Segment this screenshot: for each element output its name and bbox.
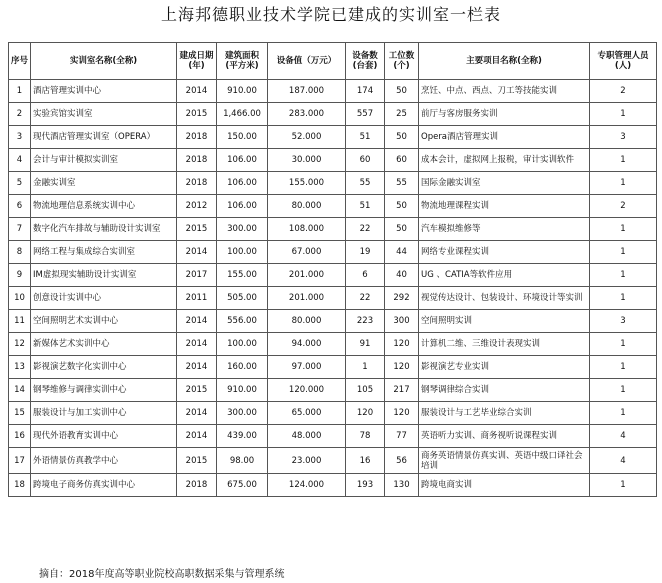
- table-row: [9, 287, 657, 310]
- cell-lab-name: 空间照明艺术实训中心: [31, 310, 177, 333]
- cell-lab-name: 新媒体艺术实训中心: [31, 333, 177, 356]
- cell-main-projects: 物流地理课程实训: [419, 195, 590, 218]
- cell-built-year: 2015: [177, 379, 217, 402]
- cell-equipment-count: 91: [346, 333, 385, 356]
- cell-equipment-value: 187.000: [268, 80, 346, 103]
- cell-equipment-count: 55: [346, 172, 385, 195]
- table-row: [9, 126, 657, 149]
- table-row: [9, 402, 657, 425]
- cell-index: 4: [9, 149, 31, 172]
- cell-lab-name: 外语情景仿真教学中心: [31, 448, 177, 474]
- cell-built-year: 2014: [177, 425, 217, 448]
- cell-equipment-count: 19: [346, 241, 385, 264]
- table-row: [9, 333, 657, 356]
- cell-main-projects: 成本会计，虚拟网上报税，审计实训软件: [419, 149, 590, 172]
- cell-staff: 1: [590, 241, 657, 264]
- cell-workstations: 50: [385, 80, 419, 103]
- cell-staff: 4: [590, 425, 657, 448]
- cell-workstations: 25: [385, 103, 419, 126]
- cell-staff: 2: [590, 195, 657, 218]
- cell-workstations: 50: [385, 126, 419, 149]
- cell-index: 16: [9, 425, 31, 448]
- cell-equipment-value: 94.000: [268, 333, 346, 356]
- cell-equipment-count: 22: [346, 287, 385, 310]
- header-area: 建筑面积(平方米): [217, 43, 268, 80]
- cell-index: 13: [9, 356, 31, 379]
- cell-index: 7: [9, 218, 31, 241]
- lab-table: [8, 42, 657, 497]
- header-index: 序号: [9, 43, 31, 80]
- cell-workstations: 217: [385, 379, 419, 402]
- cell-workstations: 60: [385, 149, 419, 172]
- cell-index: 3: [9, 126, 31, 149]
- cell-staff: 2: [590, 80, 657, 103]
- cell-index: 1: [9, 80, 31, 103]
- cell-area: 675.00: [217, 474, 268, 497]
- cell-index: 5: [9, 172, 31, 195]
- cell-equipment-count: 223: [346, 310, 385, 333]
- cell-workstations: 55: [385, 172, 419, 195]
- table-row: [9, 195, 657, 218]
- cell-area: 505.00: [217, 287, 268, 310]
- cell-index: 2: [9, 103, 31, 126]
- cell-workstations: 40: [385, 264, 419, 287]
- cell-area: 155.00: [217, 264, 268, 287]
- cell-index: 14: [9, 379, 31, 402]
- cell-lab-name: 钢琴维修与调律实训中心: [31, 379, 177, 402]
- cell-equipment-count: 174: [346, 80, 385, 103]
- cell-main-projects: 商务英语情景仿真实训、英语中级口译社会培训: [419, 448, 590, 474]
- cell-index: 6: [9, 195, 31, 218]
- cell-main-projects: 钢琴调律综合实训: [419, 379, 590, 402]
- cell-lab-name: 现代外语教育实训中心: [31, 425, 177, 448]
- cell-built-year: 2014: [177, 310, 217, 333]
- cell-lab-name: 数字化汽车排故与辅助设计实训室: [31, 218, 177, 241]
- cell-workstations: 120: [385, 333, 419, 356]
- cell-area: 556.00: [217, 310, 268, 333]
- cell-index: 15: [9, 402, 31, 425]
- table-row: [9, 172, 657, 195]
- cell-lab-name: IM虚拟现实辅助设计实训室: [31, 264, 177, 287]
- cell-lab-name: 服装设计与加工实训中心: [31, 402, 177, 425]
- cell-built-year: 2014: [177, 356, 217, 379]
- cell-staff: 3: [590, 126, 657, 149]
- header-equipment-count: 设备数(台套): [346, 43, 385, 80]
- table-row: [9, 425, 657, 448]
- cell-area: 439.00: [217, 425, 268, 448]
- table-body: [9, 80, 657, 497]
- cell-built-year: 2011: [177, 287, 217, 310]
- cell-workstations: 50: [385, 195, 419, 218]
- cell-lab-name: 会计与审计模拟实训室: [31, 149, 177, 172]
- cell-built-year: 2018: [177, 474, 217, 497]
- cell-lab-name: 实验宾馆实训室: [31, 103, 177, 126]
- cell-lab-name: 跨境电子商务仿真实训中心: [31, 474, 177, 497]
- cell-index: 18: [9, 474, 31, 497]
- cell-staff: 1: [590, 402, 657, 425]
- source-note: 摘自：2018年度高等职业院校高职数据采集与管理系统: [39, 569, 285, 580]
- cell-equipment-value: 48.000: [268, 425, 346, 448]
- cell-staff: 1: [590, 172, 657, 195]
- cell-equipment-value: 108.000: [268, 218, 346, 241]
- cell-built-year: 2015: [177, 103, 217, 126]
- cell-built-year: 2017: [177, 264, 217, 287]
- cell-lab-name: 影视演艺数字化实训中心: [31, 356, 177, 379]
- cell-lab-name: 金融实训室: [31, 172, 177, 195]
- cell-equipment-count: 51: [346, 126, 385, 149]
- cell-equipment-count: 120: [346, 402, 385, 425]
- cell-main-projects: 国际金融实训室: [419, 172, 590, 195]
- table-row: [9, 149, 657, 172]
- table-row: [9, 448, 657, 474]
- cell-equipment-count: 1: [346, 356, 385, 379]
- cell-equipment-count: 51: [346, 195, 385, 218]
- cell-equipment-value: 120.000: [268, 379, 346, 402]
- cell-built-year: 2018: [177, 149, 217, 172]
- cell-built-year: 2018: [177, 126, 217, 149]
- cell-equipment-value: 201.000: [268, 287, 346, 310]
- cell-staff: 1: [590, 287, 657, 310]
- cell-equipment-value: 155.000: [268, 172, 346, 195]
- cell-area: 300.00: [217, 218, 268, 241]
- cell-area: 106.00: [217, 149, 268, 172]
- cell-built-year: 2014: [177, 80, 217, 103]
- cell-built-year: 2018: [177, 172, 217, 195]
- cell-area: 300.00: [217, 402, 268, 425]
- cell-main-projects: 网络专业课程实训: [419, 241, 590, 264]
- cell-equipment-count: 6: [346, 264, 385, 287]
- cell-main-projects: 汽车模拟维修等: [419, 218, 590, 241]
- cell-equipment-value: 67.000: [268, 241, 346, 264]
- cell-area: 160.00: [217, 356, 268, 379]
- cell-equipment-value: 283.000: [268, 103, 346, 126]
- cell-equipment-count: 78: [346, 425, 385, 448]
- header-equipment-value: 设备值（万元）: [268, 43, 346, 80]
- table-row: [9, 356, 657, 379]
- header-workstations: 工位数(个): [385, 43, 419, 80]
- cell-lab-name: 物流地理信息系统实训中心: [31, 195, 177, 218]
- cell-staff: 1: [590, 333, 657, 356]
- cell-equipment-count: 557: [346, 103, 385, 126]
- cell-built-year: 2014: [177, 402, 217, 425]
- cell-main-projects: Opera酒店管理实训: [419, 126, 590, 149]
- cell-workstations: 292: [385, 287, 419, 310]
- cell-built-year: 2014: [177, 333, 217, 356]
- table-row: [9, 241, 657, 264]
- cell-main-projects: 服装设计与工艺毕业综合实训: [419, 402, 590, 425]
- cell-workstations: 77: [385, 425, 419, 448]
- cell-staff: 1: [590, 356, 657, 379]
- cell-main-projects: 跨境电商实训: [419, 474, 590, 497]
- cell-index: 11: [9, 310, 31, 333]
- cell-index: 12: [9, 333, 31, 356]
- table-row: [9, 379, 657, 402]
- cell-workstations: 130: [385, 474, 419, 497]
- cell-index: 9: [9, 264, 31, 287]
- cell-equipment-value: 80.000: [268, 195, 346, 218]
- cell-workstations: 44: [385, 241, 419, 264]
- cell-staff: 1: [590, 103, 657, 126]
- cell-main-projects: 影视演艺专业实训: [419, 356, 590, 379]
- cell-index: 8: [9, 241, 31, 264]
- cell-area: 1,466.00: [217, 103, 268, 126]
- cell-area: 106.00: [217, 195, 268, 218]
- cell-equipment-count: 60: [346, 149, 385, 172]
- cell-equipment-value: 201.000: [268, 264, 346, 287]
- cell-main-projects: 视觉传达设计、包装设计、环境设计等实训: [419, 287, 590, 310]
- header-built-year: 建成日期(年): [177, 43, 217, 80]
- cell-main-projects: 计算机二维、三维设计表现实训: [419, 333, 590, 356]
- cell-workstations: 120: [385, 356, 419, 379]
- header-main-projects: 主要项目名称(全称): [419, 43, 590, 80]
- cell-main-projects: 英语听力实训、商务视听说课程实训: [419, 425, 590, 448]
- cell-workstations: 120: [385, 402, 419, 425]
- cell-built-year: 2015: [177, 218, 217, 241]
- cell-main-projects: UG 、CATIA等软件应用: [419, 264, 590, 287]
- cell-area: 106.00: [217, 172, 268, 195]
- cell-lab-name: 酒店管理实训中心: [31, 80, 177, 103]
- cell-workstations: 56: [385, 448, 419, 474]
- cell-built-year: 2012: [177, 195, 217, 218]
- cell-lab-name: 网络工程与集成综合实训室: [31, 241, 177, 264]
- cell-area: 910.00: [217, 379, 268, 402]
- table-row: [9, 474, 657, 497]
- cell-main-projects: 烹饪、中点、西点、刀工等技能实训: [419, 80, 590, 103]
- header-staff: 专职管理人员(人): [590, 43, 657, 80]
- cell-equipment-value: 23.000: [268, 448, 346, 474]
- cell-index: 17: [9, 448, 31, 474]
- cell-area: 98.00: [217, 448, 268, 474]
- cell-area: 910.00: [217, 80, 268, 103]
- cell-equipment-value: 97.000: [268, 356, 346, 379]
- cell-staff: 3: [590, 310, 657, 333]
- table-row: [9, 264, 657, 287]
- cell-main-projects: 前厅与客房服务实训: [419, 103, 590, 126]
- cell-lab-name: 现代酒店管理实训室（OPERA）: [31, 126, 177, 149]
- cell-main-projects: 空间照明实训: [419, 310, 590, 333]
- cell-built-year: 2014: [177, 241, 217, 264]
- table-row: [9, 80, 657, 103]
- cell-staff: 1: [590, 264, 657, 287]
- page-title: 上海邦德职业技术学院已建成的实训室一栏表: [160, 5, 501, 24]
- cell-workstations: 300: [385, 310, 419, 333]
- cell-equipment-count: 105: [346, 379, 385, 402]
- cell-equipment-value: 124.000: [268, 474, 346, 497]
- cell-equipment-value: 52.000: [268, 126, 346, 149]
- cell-staff: 1: [590, 218, 657, 241]
- cell-equipment-value: 80.000: [268, 310, 346, 333]
- table-row: [9, 218, 657, 241]
- cell-area: 150.00: [217, 126, 268, 149]
- cell-equipment-count: 22: [346, 218, 385, 241]
- cell-staff: 1: [590, 379, 657, 402]
- cell-staff: 4: [590, 448, 657, 474]
- cell-area: 100.00: [217, 333, 268, 356]
- cell-lab-name: 创意设计实训中心: [31, 287, 177, 310]
- cell-staff: 1: [590, 474, 657, 497]
- header-lab-name: 实训室名称(全称): [31, 43, 177, 80]
- cell-workstations: 50: [385, 218, 419, 241]
- cell-built-year: 2015: [177, 448, 217, 474]
- header-row: [9, 43, 657, 80]
- cell-area: 100.00: [217, 241, 268, 264]
- cell-equipment-count: 16: [346, 448, 385, 474]
- cell-staff: 1: [590, 149, 657, 172]
- cell-equipment-value: 30.000: [268, 149, 346, 172]
- table-row: [9, 103, 657, 126]
- table-row: [9, 310, 657, 333]
- cell-equipment-value: 65.000: [268, 402, 346, 425]
- cell-equipment-count: 193: [346, 474, 385, 497]
- cell-index: 10: [9, 287, 31, 310]
